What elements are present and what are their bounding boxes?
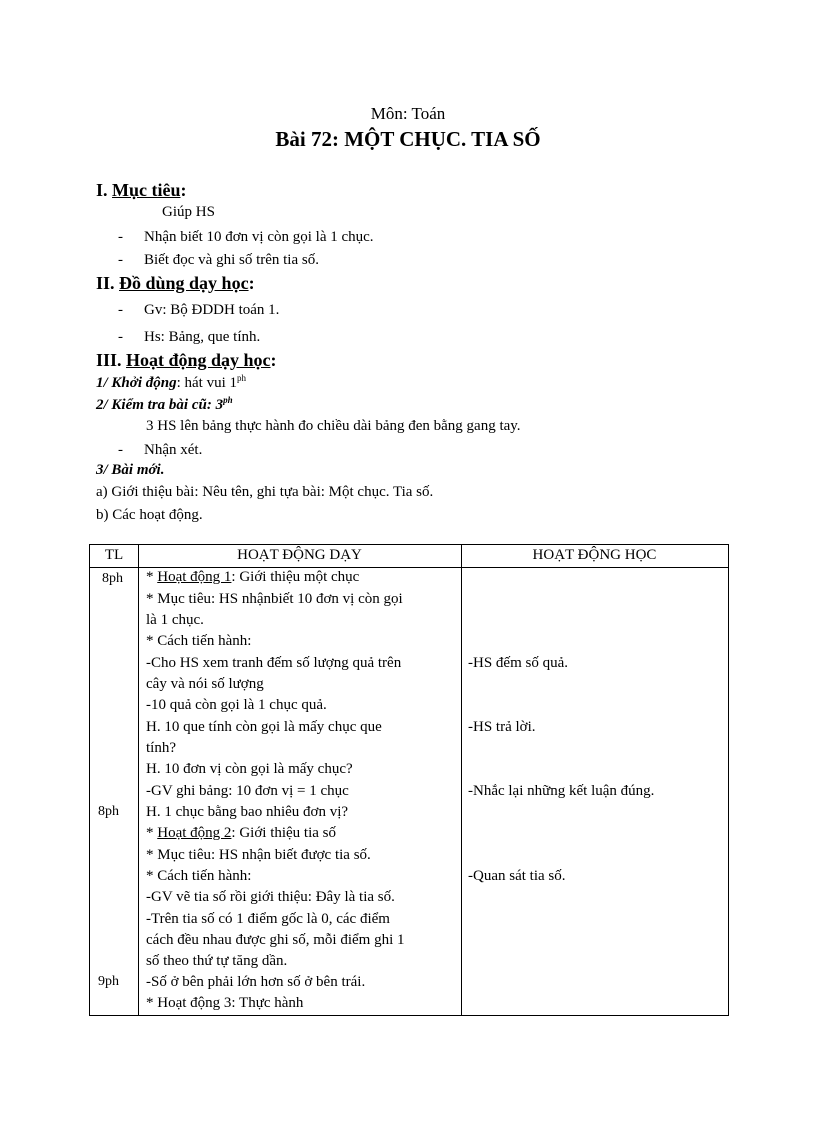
header-teach: HOẠT ĐỘNG DẠY — [237, 547, 362, 563]
time-label: 8ph — [98, 804, 119, 819]
teach-line: * Hoạt động 3: Thực hành — [146, 995, 304, 1011]
list-item: - Hs: Bảng, que tính. — [118, 329, 261, 345]
step-2-heading: 2/ Kiểm tra bài cũ: $3^{ph}$ — [96, 395, 233, 413]
learn-line: -Quan sát tia số. — [468, 868, 566, 884]
step-2-line: 3 HS lên bảng thực hành đo chiều dài bảng đen bằng gang tay. — [146, 418, 521, 434]
intro-line-b: b) Các hoạt động. — [96, 507, 203, 523]
section-2-heading: II. Đồ dùng dạy học: — [96, 273, 255, 293]
list-item: - Gv: Bộ ĐDDH toán 1. — [118, 302, 280, 318]
step-1: 1/ Khởi động: hát vui $1^{ph}$ — [96, 373, 246, 391]
time-label: 8ph — [102, 571, 123, 586]
teach-line: -Trên tia số có 1 điểm gốc là 0, các điểm — [146, 911, 390, 927]
teach-line: cây và nói số lượng — [146, 676, 264, 692]
list-item: - Nhận xét. — [118, 442, 203, 458]
teach-line: H. 10 que tính còn gọi là mấy chục que — [146, 719, 382, 735]
teach-line: * Hoạt động 2: Giới thiệu tia số — [146, 825, 337, 841]
section-1-heading: I. Mục tiêu: — [96, 180, 187, 200]
teach-line: * Mục tiêu: HS nhậnbiết 10 đơn vị còn gọi — [146, 591, 403, 607]
teach-line: -GV vẽ tia số rồi giới thiệu: Đây là tia số. — [146, 889, 395, 905]
teach-line: là 1 chục. — [146, 612, 204, 628]
teach-line: -Cho HS xem tranh đếm số lượng quả trên — [146, 655, 402, 671]
teach-line: * Hoạt động 1: Giới thiệu một chục — [146, 569, 360, 585]
teach-line: cách đều nhau được ghi số, mỗi điểm ghi 1 — [146, 932, 405, 948]
teach-line: số theo thứ tự tăng dần. — [146, 953, 288, 969]
teach-line: -10 quả còn gọi là 1 chục quả. — [146, 697, 327, 713]
lesson-title: Bài 72: MỘT CHỤC. TIA SỐ — [275, 127, 541, 151]
teach-line: H. 10 đơn vị còn gọi là mấy chục? — [146, 761, 353, 777]
activity-table — [89, 544, 729, 1016]
teach-line: tính? — [146, 740, 176, 756]
header-divider — [90, 567, 728, 568]
section-3-heading: III. Hoạt động dạy học: — [96, 350, 277, 370]
teach-line: -GV ghi bảng: 10 đơn vị = 1 chục — [146, 783, 349, 799]
learn-line: -Nhắc lại những kết luận đúng. — [468, 783, 655, 799]
subject-line: Môn: Toán — [370, 104, 446, 123]
list-item: - Biết đọc và ghi số trên tia số. — [118, 252, 319, 268]
list-item: - Nhận biết 10 đơn vị còn gọi là 1 chục. — [118, 229, 374, 245]
teach-line: * Mục tiêu: HS nhận biết được tia số. — [146, 847, 371, 863]
header-learn: HOẠT ĐỘNG HỌC — [532, 547, 657, 563]
learn-line: -HS trả lời. — [468, 719, 536, 735]
header-tl: TL — [104, 547, 124, 563]
time-label: 9ph — [98, 974, 119, 989]
teach-line: * Cách tiến hành: — [146, 633, 252, 649]
teach-line: -Số ở bên phải lớn hơn số ở bên trái. — [146, 974, 366, 990]
learn-line: -HS đếm số quả. — [468, 655, 568, 671]
column-divider — [461, 545, 462, 1015]
column-divider — [138, 545, 139, 1015]
teach-line: H. 1 chục bằng bao nhiêu đơn vị? — [146, 804, 349, 820]
section-1-intro: Giúp HS — [162, 204, 215, 220]
teach-line: * Cách tiến hành: — [146, 868, 252, 884]
step-3-heading: 3/ Bài mới. — [96, 462, 165, 478]
intro-line-a: a) Giới thiệu bài: Nêu tên, ghi tựa bài: Một chục. Tia số. — [96, 484, 434, 500]
